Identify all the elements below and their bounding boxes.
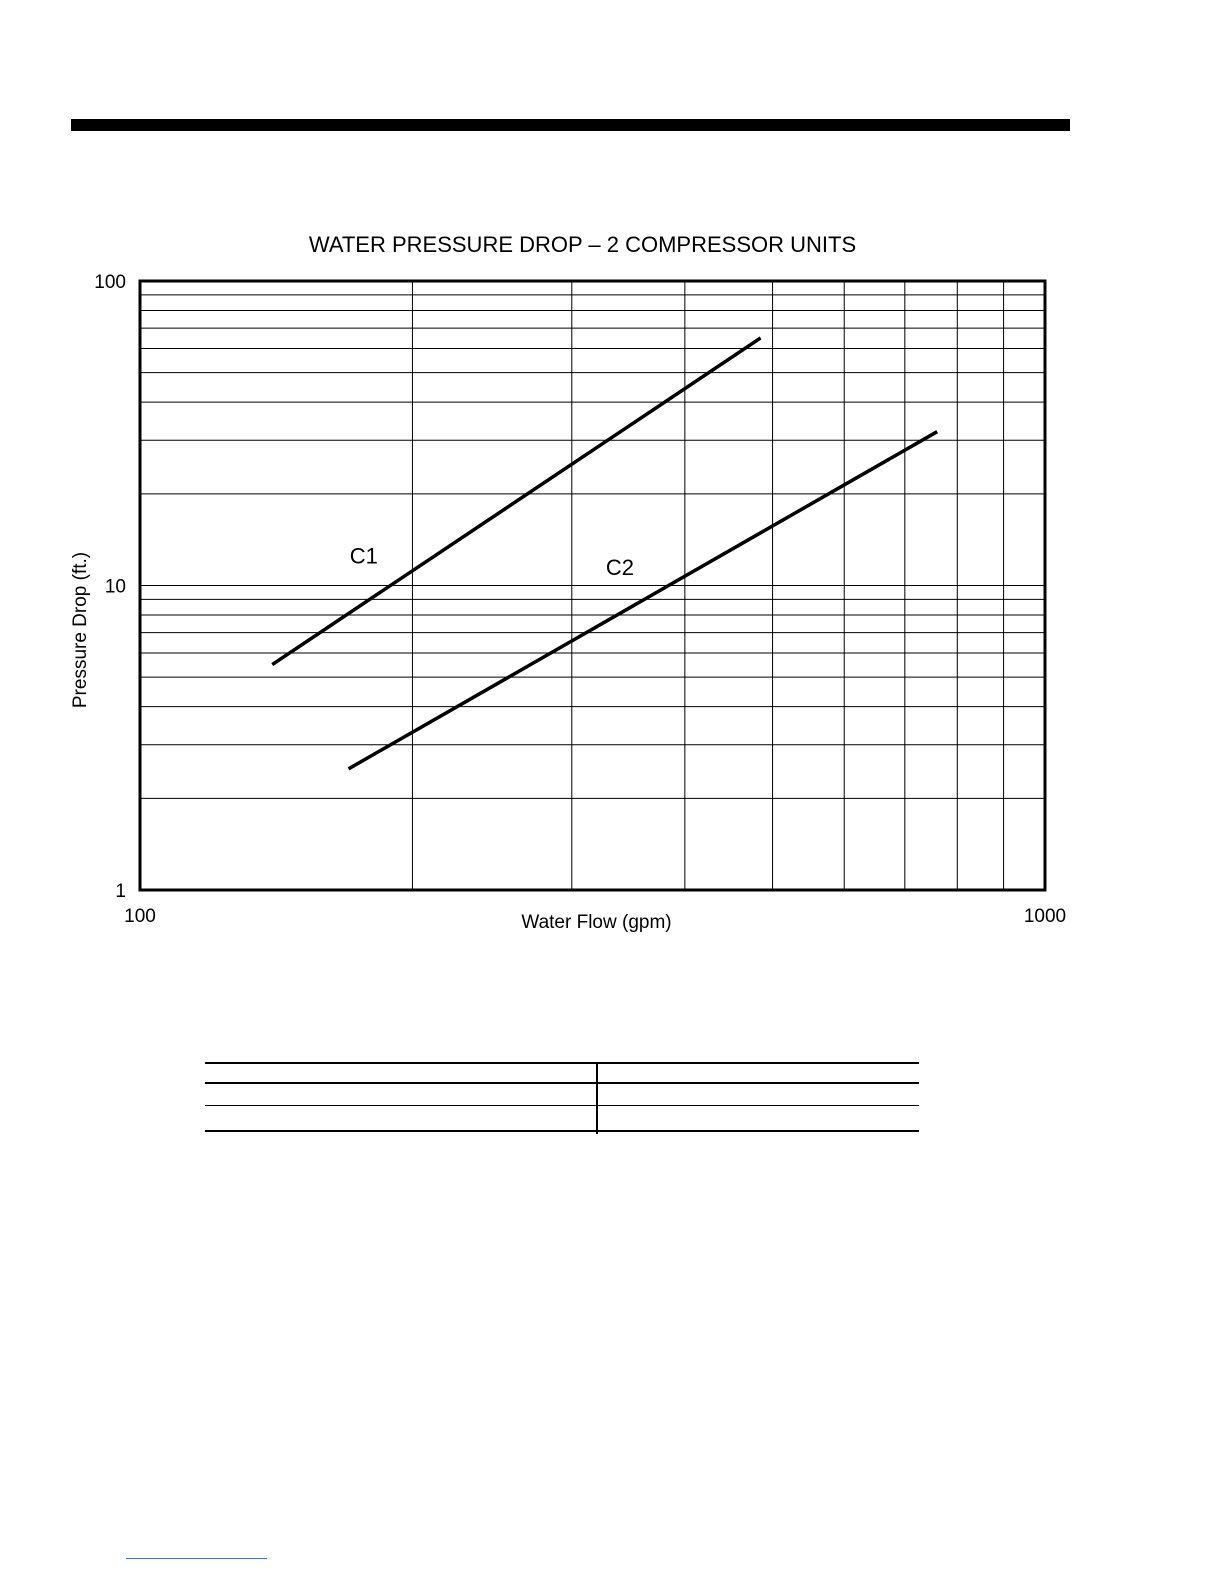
y-tick-label: 1 (115, 881, 126, 902)
table-rule-bottom (205, 1130, 919, 1132)
x-tick-label: 100 (124, 906, 156, 927)
footer-link-underline (126, 1558, 267, 1559)
x-axis-label: Water Flow (gpm) (521, 912, 672, 933)
chart-title: WATER PRESSURE DROP – 2 COMPRESSOR UNITS (308, 232, 857, 257)
series-label-c1: C1 (349, 543, 378, 569)
table-rule-top (205, 1062, 919, 1064)
series-line-c1 (272, 338, 760, 665)
x-tick-label: 1000 (1023, 906, 1067, 927)
table-rule-header (205, 1082, 919, 1084)
y-tick-label: 10 (104, 576, 126, 598)
y-tick-label: 100 (94, 272, 126, 293)
series-label-c2: C2 (605, 555, 635, 581)
series-line-c2 (349, 432, 938, 769)
table-rule-row (205, 1105, 919, 1106)
empty-table (205, 1062, 919, 1134)
y-axis-label: Pressure Drop (ft.) (70, 551, 91, 709)
table-column-divider (596, 1062, 598, 1134)
